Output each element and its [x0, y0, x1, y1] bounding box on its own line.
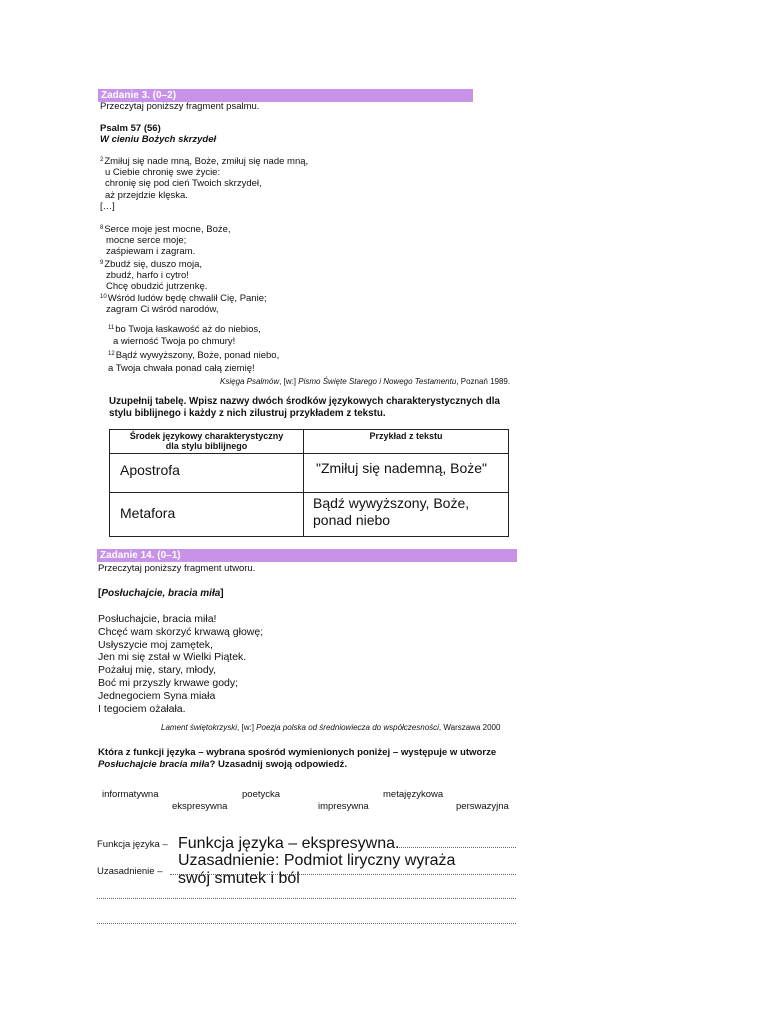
poem-title [98, 588, 224, 601]
source-title: Księga Psalmów [220, 377, 280, 386]
poem-text [98, 613, 263, 715]
question-poem-title: Posłuchajcie bracia miła [98, 759, 210, 771]
table-cell-device[interactable] [110, 493, 304, 537]
poem-line: Posłuchajcie, bracia miła! [98, 613, 217, 625]
verse-line: zbudź, harfo i cytro! [106, 269, 189, 281]
verse-line: u Ciebie chronię swe życie: [105, 167, 221, 179]
poem-line: Jednegociem Syna miała [98, 689, 216, 702]
example-value: Bądź wywyższony, Boże, [313, 495, 470, 511]
source-end: , Warszawa 2000 [438, 723, 501, 732]
source-book: Pismo Święte Starego i Nowego Testamentu [298, 377, 457, 386]
verse-line: mocne serce moje; [106, 235, 187, 247]
answer-justification-line: Uzasadnienie: Podmiot liryczny wyraża [178, 852, 456, 869]
question-line: Która z funkcji języka – wybrana spośród wymienionych poniżej – występuje w utworze [98, 747, 497, 758]
psalm-stanza-3 [108, 322, 279, 375]
table-cell-device[interactable] [110, 454, 304, 493]
source-sep: , [w:] [279, 377, 299, 386]
option-informatywna: informatywna [102, 789, 159, 800]
label-function: Funkcja języka – [97, 839, 168, 850]
verse-line: zagram Ci wśród narodów, [106, 304, 219, 316]
verse-number: 9 [100, 259, 104, 266]
verse-number: 11 [108, 325, 115, 331]
example-value: ponad niebo [313, 512, 391, 528]
verse-number: 12 [108, 351, 115, 358]
verse-number: 8 [100, 225, 104, 231]
psalm-stanza-2 [100, 223, 267, 316]
psalm-title: Psalm 57 (56) [100, 123, 161, 134]
table-cell-example[interactable] [304, 493, 509, 537]
verse-line: a wierność Twoja po chmury! [113, 336, 236, 348]
poem-line: Pożałuj mię, stary, młody, [98, 664, 217, 677]
answer-justification-line: swój smutek i ból [178, 870, 300, 887]
poem-line: Boć mi przyszly krwawe gody; [98, 676, 239, 689]
table-header-device-l1: Środek językowy charakterystyczny [129, 431, 284, 441]
verse-line: a Twoja chwała ponad całą ziemię! [108, 362, 255, 374]
label-justification: Uzasadnienie – [97, 866, 163, 877]
psalm-stanza-1 [100, 155, 308, 212]
source-sep: , [w:] [237, 723, 257, 732]
title-bracket-close: ] [220, 588, 224, 599]
verse-line: Wśród ludów będę chwalił Cię, Panie; [107, 293, 267, 305]
source-title: Lament świętokrzyski [161, 723, 238, 732]
poem-title-text: Posłuchajcie, bracia miła [101, 588, 221, 599]
verse-number: 2 [100, 157, 104, 163]
poem-source [161, 723, 500, 732]
task3-command-line: stylu biblijnego i każdy z nich zilustruj przykładem z tekstu. [109, 408, 386, 420]
psalm-subtitle: W cieniu Bożych skrzydeł [100, 134, 217, 145]
poem-line: I tegociem ożałała. [98, 702, 186, 715]
verse-line: bo Twoja łaskawość aż do niebios, [115, 324, 261, 335]
answer-table [109, 429, 509, 537]
table-header-example-label: Przykład z tekstu [369, 431, 443, 441]
device-value: Metafora [120, 505, 176, 521]
task3-instruction: Przeczytaj poniższy fragment psalmu. [100, 101, 260, 112]
verse-line: aż przejdzie klęska. [105, 189, 188, 201]
answer-line-3 [97, 896, 516, 899]
verse-number: 10 [100, 294, 107, 301]
option-metajezykowa: metajęzykowa [383, 789, 444, 800]
example-value: "Zmiłuj się nademną, Boże" [316, 460, 488, 476]
verse-line: Serce moje jest mocne, Boże, [104, 224, 231, 235]
table-row [110, 454, 509, 493]
table-header-device [110, 430, 304, 454]
answer-function-input[interactable]: Funkcja języka – ekspresywna. [178, 835, 400, 852]
verse-line: Zbudź się, duszo moja, [104, 258, 203, 270]
poem-line: Chcęć wam skorzyć krwawą głowę; [98, 625, 264, 638]
table-header-device-l2: dla stylu biblijnego [165, 441, 248, 451]
task14-instruction: Przeczytaj poniższy fragment utworu. [98, 563, 256, 574]
verse-line: Bądź wywyższony, Boże, ponad niebo, [115, 350, 280, 362]
question-end: ? Uzasadnij swoją odpowiedź. [209, 759, 347, 771]
ellipsis: […] [100, 200, 115, 212]
task14-question [98, 747, 496, 771]
poem-line: Usłyszycie moj zamętek, [98, 638, 213, 651]
table-cell-example[interactable] [304, 454, 509, 493]
verse-line: Zmiłuj się nade mną, Boże, zmiłuj się nade mną, [104, 156, 309, 167]
table-header-example [304, 430, 509, 454]
option-ekspresywna: ekspresywna [172, 801, 228, 812]
poem-line: Jen mi się zstał w Wielki Piątek. [98, 651, 247, 664]
answer-justification-input[interactable] [178, 852, 455, 888]
device-value: Apostrofa [120, 462, 180, 478]
table-row [110, 493, 509, 537]
source-end: , Poznań 1989. [456, 377, 511, 386]
source-book: Poezja polska od średniowiecza do współczesności [256, 723, 439, 732]
option-perswazyjna: perswazyjna [456, 801, 509, 812]
task14-header: Zadanie 14. (0–1) [97, 549, 517, 562]
verse-line: chronię się pod cień Twoich skrzydeł, [105, 178, 262, 190]
answer-line-4 [97, 921, 516, 924]
verse-line: zaśpiewam i zagram. [106, 246, 196, 258]
title-bracket-open: [ [98, 588, 102, 599]
task3-command-line: Uzupełnij tabelę. Wpisz nazwy dwóch środków językowych charakterystycznych dla [109, 396, 500, 407]
task3-header: Zadanie 3. (0–2) [98, 89, 473, 102]
verse-line: Chcę obudzić jutrzenkę. [106, 281, 208, 293]
option-poetycka: poetycka [242, 789, 281, 800]
option-impresywna: impresywna [318, 801, 369, 812]
psalm-source [220, 377, 510, 386]
task3-command [109, 396, 500, 420]
question-line-2 [98, 759, 496, 771]
